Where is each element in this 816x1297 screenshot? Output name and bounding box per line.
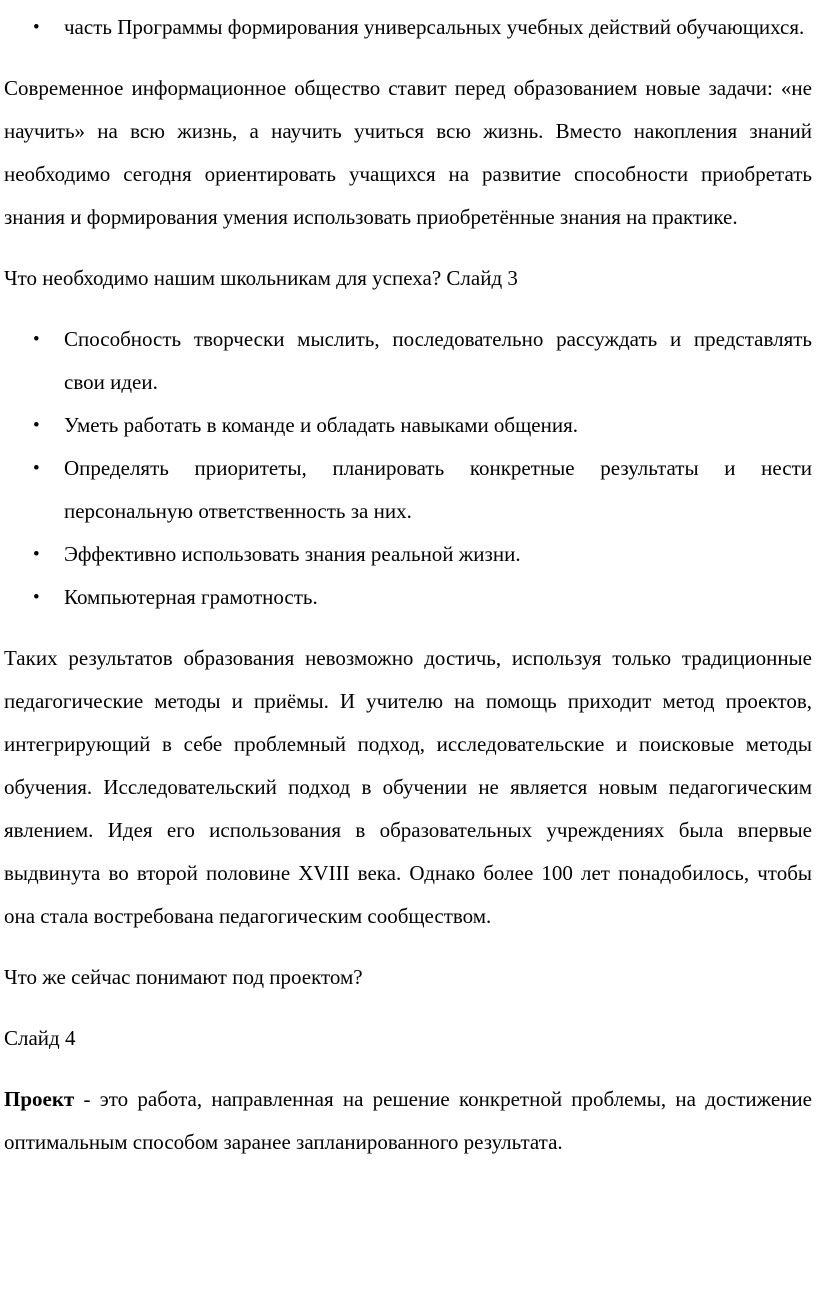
definition-term: Проект bbox=[4, 1087, 75, 1111]
list-item-text: Эффективно использовать знания реальной жизни. bbox=[64, 542, 521, 566]
list-item-text: Уметь работать в команде и обладать навыками общения. bbox=[64, 413, 578, 437]
bullet-icon: • bbox=[33, 458, 40, 479]
paragraph-methods: Таких результатов образования невозможно достичь, используя только традиционные педагогические методы и приёмы. И учителю на помощь приходит метод проектов, интегрирующий в себе проблемный подход, исследовательские и поисковые методы обучения. Исследовательский подход в обучении не является новым педагогическим явлением. Идея его использования в образовательных учреждениях была впервые выдвинута во второй половине XVIII века. Однако более 100 лет понадобилось, чтобы она стала востребована педагогическим сообществом. bbox=[4, 646, 812, 928]
list-item-text: Компьютерная грамотность. bbox=[64, 585, 318, 609]
paragraph-intro: Современное информационное общество ставит перед образованием новые задачи: «не научить» на всю жизнь, а научить учиться всю жизнь. Вместо накопления знаний необходимо сегодня ориентировать учащихся на развитие способности приобретать знания и формирования умения использовать приобретённые знания на практике. bbox=[4, 76, 812, 229]
list-item bbox=[4, 404, 812, 447]
bullet-icon: • bbox=[33, 329, 40, 350]
list-item bbox=[4, 447, 812, 533]
list-item bbox=[4, 576, 812, 619]
list-item-text: Определять приоритеты, планировать конкретные результаты и нести персональную ответственность за них. bbox=[64, 456, 812, 523]
list-item bbox=[4, 533, 812, 576]
question-project: Что же сейчас понимают под проектом? bbox=[4, 965, 363, 989]
intro-list bbox=[4, 6, 812, 49]
bullet-icon: • bbox=[33, 587, 40, 608]
list-item bbox=[4, 318, 812, 404]
list-item-text: часть Программы формирования универсальных учебных действий обучающихся. bbox=[64, 15, 805, 39]
list-item bbox=[4, 6, 812, 49]
definition-text: - это работа, направленная на решение конкретной проблемы, на достижение оптимальным способом заранее запланированного результата. bbox=[4, 1087, 812, 1154]
bullet-icon: • bbox=[33, 17, 40, 38]
definition-paragraph bbox=[4, 1078, 812, 1164]
list-item-text: Способность творчески мыслить, последовательно рассуждать и представлять свои идеи. bbox=[64, 327, 812, 394]
bullet-icon: • bbox=[33, 415, 40, 436]
skills-list bbox=[4, 318, 812, 619]
bullet-icon: • bbox=[33, 544, 40, 565]
slide-label: Слайд 4 bbox=[4, 1026, 76, 1050]
question-success: Что необходимо нашим школьникам для успеха? Слайд 3 bbox=[4, 266, 518, 290]
